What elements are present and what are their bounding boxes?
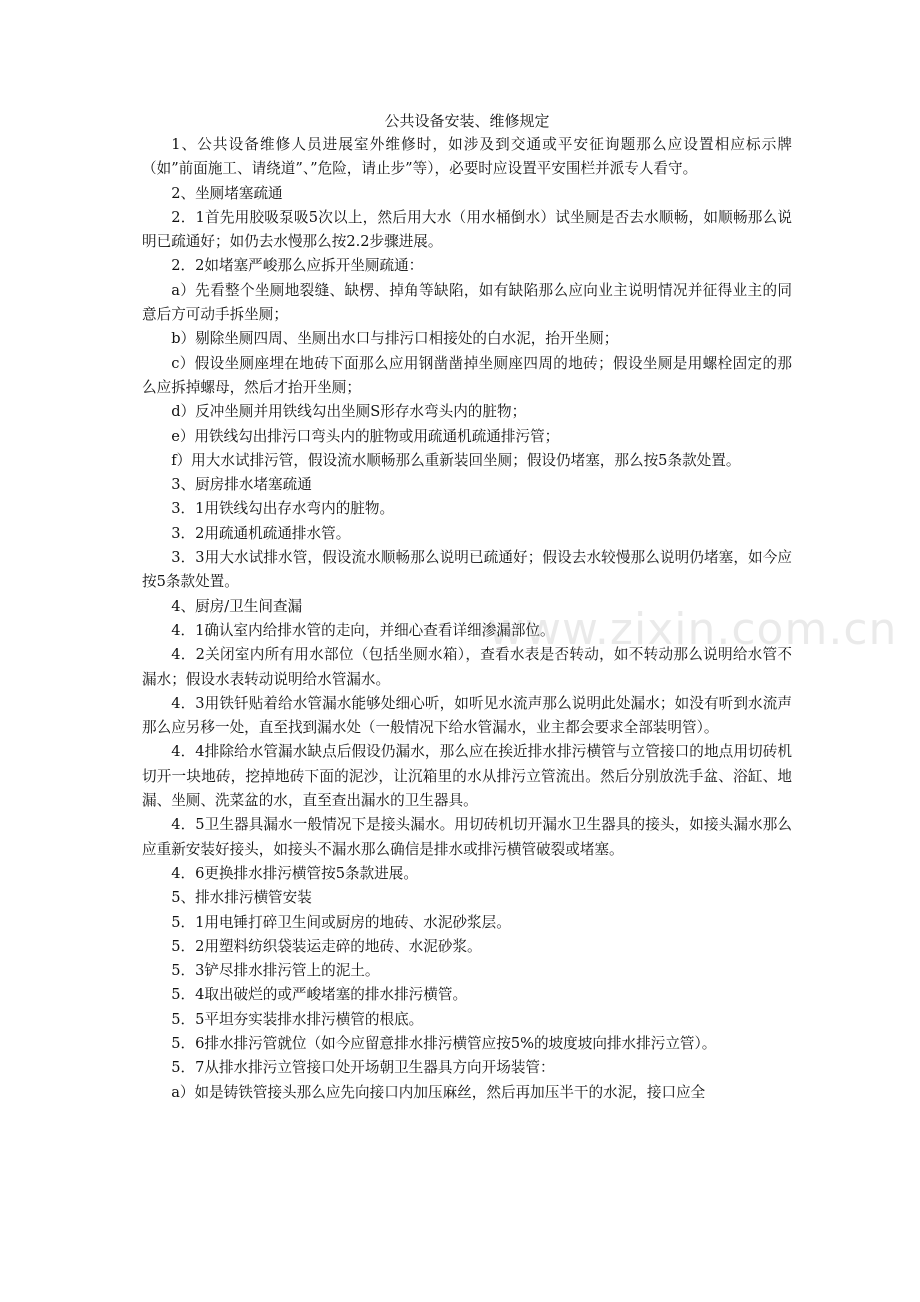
paragraph: c）假设坐厕座埋在地砖下面那么应用钢凿凿掉坐厕座四周的地砖；假设坐厕是用螺栓固定的那么应拆掉螺母，然后才抬开坐厕； — [142, 354, 792, 396]
paragraph: 4．3用铁钎贴着给水管漏水能够处细心听，如听见水流声那么说明此处漏水；如没有听到水流声那么应另移一处，直至找到漏水处（一般情况下给水管漏水，业主都会要求全部装明管）。 — [142, 694, 792, 737]
paragraph: f）用大水试排污管，假设流水顺畅那么重新装回坐厕；假设仍堵塞，那么按5条款处置。 — [171, 451, 741, 469]
document-body — [142, 133, 792, 1105]
paragraph: 3．2用疏通机疏通排水管。 — [171, 524, 351, 542]
paragraph: 4、厨房/卫生间查漏 — [171, 597, 303, 615]
paragraph: b）剔除坐厕四周、坐厕出水口与排污口相接处的白水泥，抬开坐厕； — [171, 330, 619, 348]
paragraph: 2．1首先用胶吸泵吸5次以上，然后用大水（用水桶倒水）试坐厕是否去水顺畅，如顺畅那么说明已疏通好；如仍去水慢那么按2.2步骤进展。 — [142, 208, 792, 251]
paragraph: d）反冲坐厕并用铁线勾出坐厕S形存水弯头内的脏物； — [171, 403, 527, 421]
paragraph: 3、厨房排水堵塞疏通 — [171, 476, 312, 494]
document-title: 公共设备安装、维修规定 — [384, 112, 550, 130]
paragraph: 3．1用铁线勾出存水弯内的脏物。 — [171, 500, 395, 518]
paragraph: 5．6排水排污管就位（如今应留意排水排污横管应按5%的坡度坡向排水排污立管）。 — [171, 1034, 717, 1052]
paragraph: 3．3用大水试排水管，假设流水顺畅那么说明已疏通好；假设去水较慢那么说明仍堵塞，如今应按5条款处置。 — [142, 549, 792, 591]
paragraph: 5．1用电锤打碎卫生间或厨房的地砖、水泥砂浆层。 — [171, 913, 511, 931]
paragraph: 2、坐厕堵塞疏通 — [171, 184, 283, 202]
paragraph: 5．5平坦夯实装排水排污横管的根底。 — [171, 1010, 424, 1028]
paragraph: e）用铁线勾出排污口弯头内的脏物或用疏通机疏通排污管； — [171, 427, 560, 445]
paragraph: 2．2如堵塞严峻那么应拆开坐厕疏通： — [171, 257, 424, 275]
paragraph: 4．1确认室内给排水管的走向，并细心查看详细渗漏部位。 — [171, 621, 555, 639]
paragraph: 4．5卫生器具漏水一般情况下是接头漏水。用切砖机切开漏水卫生器具的接头，如接头漏水那么应重新安装好接头，如接头不漏水那么确信是排水或排污横管破裂或堵塞。 — [142, 816, 792, 858]
paragraph: a）如是铸铁管接头那么应先向接口内加压麻丝，然后再加压半干的水泥，接口应全 — [171, 1083, 706, 1101]
paragraph: a）先看整个坐厕地裂缝、缺楞、掉角等缺陷，如有缺陷那么应向业主说明情况并征得业主的同意后方可动手拆坐厕； — [142, 281, 792, 324]
paragraph: 1、公共设备维修人员进展室外维修时，如涉及到交通或平安征询题那么应设置相应标示牌（如”前面施工、请绕道”、”危险，请止步”等），必要时应设置平安围栏并派专人看守。 — [142, 136, 792, 178]
paragraph: 4．6更换排水排污横管按5条款进展。 — [171, 864, 418, 882]
paragraph: 4．4排除给水管漏水缺点后假设仍漏水，那么应在挨近排水排污横管与立管接口的地点用切砖机切开一块地砖，挖掉地砖下面的泥沙，让沉箱里的水从排污立管流出。然后分别放洗手盆、浴缸、地漏、坐厕、洗菜盆的水，直至查出漏水的卫生器具。 — [142, 743, 792, 810]
paragraph: 5．7从排水排污立管接口处开场朝卫生器具方向开场装管： — [171, 1059, 555, 1077]
paragraph: 5．2用塑料纺织袋装运走碎的地砖、水泥砂浆。 — [171, 937, 482, 955]
paragraph: 5．4取出破烂的或严峻堵塞的排水排污横管。 — [171, 986, 468, 1004]
paragraph: 5、排水排污横管安装 — [171, 889, 312, 907]
paragraph: 5．3铲尽排水排污管上的泥土。 — [171, 962, 380, 980]
paragraph: 4．2关闭室内所有用水部位（包括坐厕水箱），查看水表是否转动，如不转动那么说明给水管不漏水；假设水表转动说明给水管漏水。 — [142, 646, 792, 688]
watermark-text: www.zixin.com.cn — [488, 604, 898, 655]
document-page — [142, 104, 792, 1105]
